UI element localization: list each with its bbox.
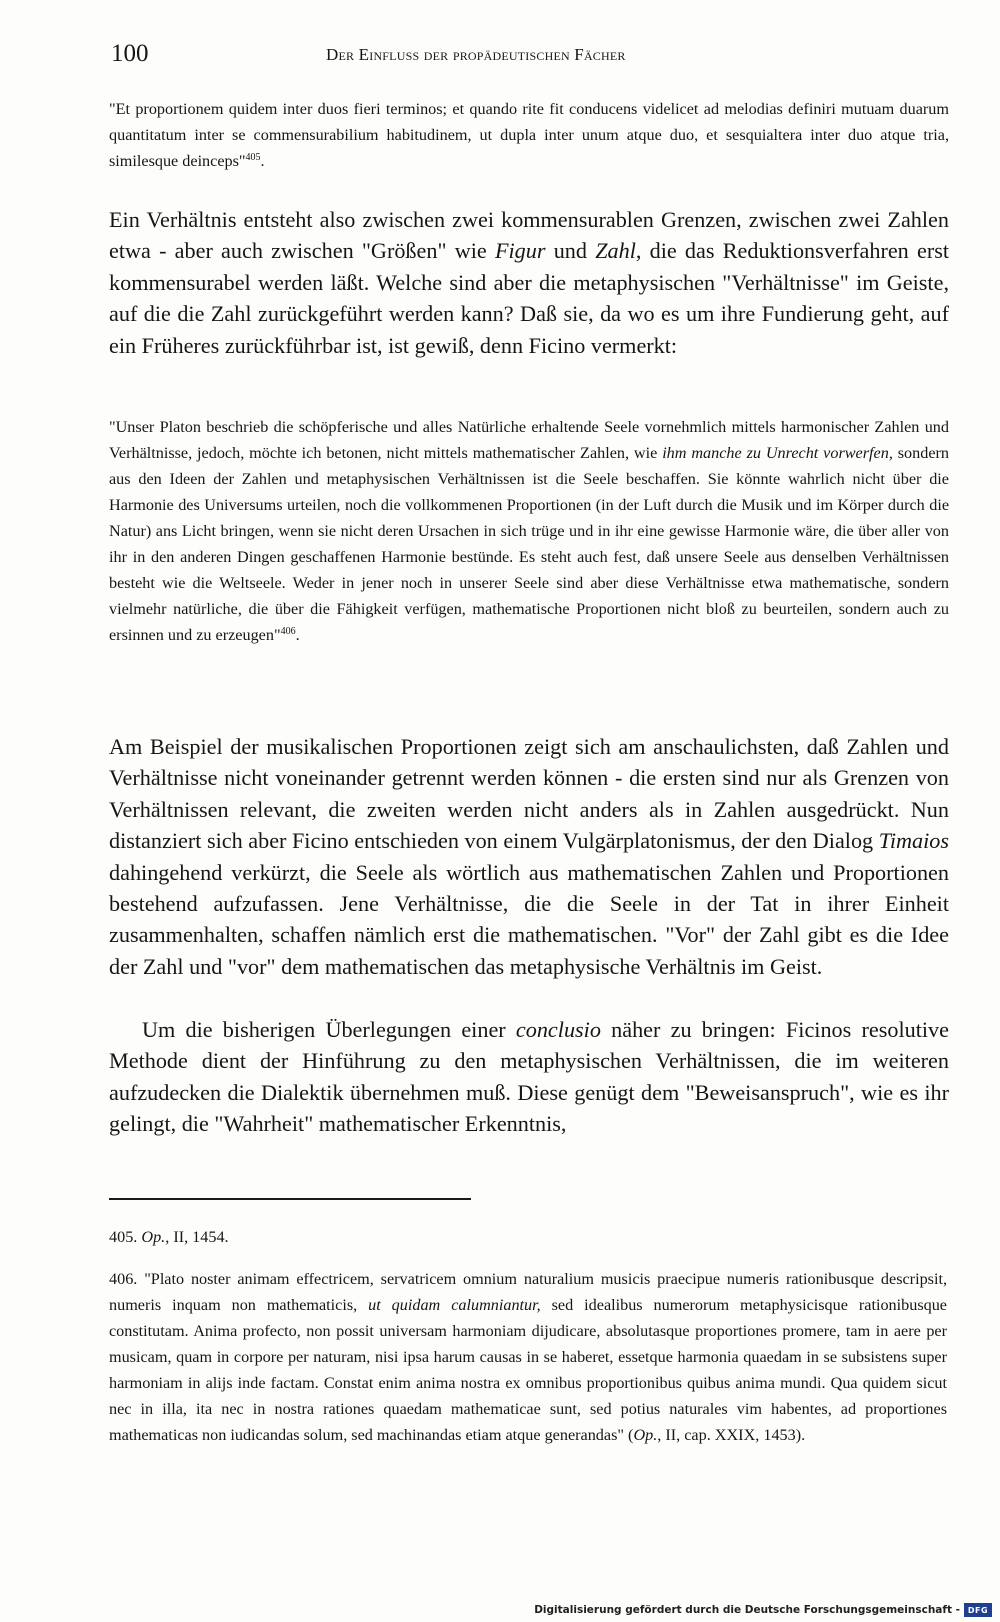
running-title: Der Einfluss der propädeutischen Fächer [326, 45, 626, 64]
paragraph-3-text-b: näher zu bringen: Ficinos resolutive Methode dient der Hinführung zu den metaphysischen Verhältnissen, die im weiteren aufzudecken die Dialektik übernehmen muß. Diese genügt dem "Beweisanspruch", wie es ihr gelingt, die "Wahrheit" mathematischer Erkenntnis, [109, 1017, 949, 1137]
term-conclusio: conclusio [515, 1017, 601, 1042]
paragraph-1-text-b: und [545, 238, 596, 264]
footnote-406-text-c: , II, cap. XXIX, 1453). [657, 1426, 806, 1444]
paragraph-1 [109, 204, 949, 361]
footnote-406-italic: ut quidam calumniantur, [368, 1296, 541, 1314]
paragraph-2 [109, 731, 949, 982]
footnote-406-text-b: sed idealibus numerorum metaphysicisque rationibusque constitutam. Anima profecto, non possit universam harmoniam dijudicare, absolutasque proportiones promere, tam in aere per musicam, quam in corpore per naturam, nisi ipsa harum causas in se haberet, essetque harmonia quaedam in se subsistens super harmoniam in alijs inde factam. Constat enim anima nostra ex omnibus proportionibus quibus anima mundi. Qua quidem sicut nec in illa, ita nec in nostra rationes quaedam mathematicae sunt, sed potius naturales vim habentes, ad proportiones mathematicas non iudicandas solum, sed machinandas etiam atque generandas" ( [109, 1296, 947, 1444]
latin-quote-text: "Et proportionem quidem inter duos fieri terminos; et quando rite fit conducens videlicet ad melodias definiri mutuam duarum quantitatum inter se commensurabilium habitudinem, ut dupla inter unum atque duo, et sesquialtera inter duo atque tria, similesque deinceps" [109, 100, 949, 170]
ficino-quote [109, 414, 949, 648]
latin-quote [109, 96, 949, 174]
digitization-credit [534, 1602, 992, 1618]
paragraph-3 [109, 1014, 949, 1140]
term-timaios: Timaios [878, 828, 949, 854]
footnote-406 [109, 1266, 947, 1448]
footnote-divider [109, 1198, 471, 1200]
footnote-406-text-a: "Plato noster animam effectricem, servatricem omnium naturalium musicis praecipue numeris rationibusque descripsit, numeris inquam non mathematicis, [109, 1270, 948, 1314]
latin-quote-end: . [260, 152, 265, 170]
footnote-405-number: 405. [109, 1228, 138, 1246]
paragraph-3-text-a: Um die bisherigen Überlegungen einer [142, 1017, 516, 1042]
paragraph-1-text-c: , die das Reduktionsverfahren erst kommensurabel werden läßt. Welche sind aber die metaphysischen "Verhältnisse" im Geiste, auf die die Zahl zurückgeführt werden kann? Daß sie, da wo es um ihre Fundierung geht, auf ein Früheres zurückführbar ist, ist gewiß, denn Ficino vermerkt: [109, 238, 950, 358]
footnote-405-op: Op. [141, 1228, 166, 1246]
paragraph-1-text-a: Ein Verhältnis entsteht also zwischen zwei kommensurablen Grenzen, zwischen zwei Zahlen etwa - aber auch zwischen "Größen" wie [109, 207, 949, 264]
footnote-406-op: Op. [633, 1426, 658, 1444]
footnote-ref-405: 405 [245, 152, 261, 163]
footnote-ref-406: 406 [280, 626, 296, 637]
footnote-405 [109, 1224, 947, 1250]
dfg-logo: DFG [964, 1603, 992, 1617]
term-figur: Figur [494, 238, 546, 264]
page-number: 100 [111, 40, 149, 67]
ficino-quote-text-a: "Unser Platon beschrieb die schöpferische und alles Natürliche erhaltende Seele vornehmlich mittels harmonischer Zahlen und Verhältnisse, jedoch, möchte ich betonen, nicht mittels mathematischer Zahlen, wie [109, 418, 949, 462]
ficino-quote-end: . [295, 626, 300, 644]
paragraph-2-text-a: Am Beispiel der musikalischen Proportionen zeigt sich am anschaulichsten, daß Zahlen und Verhältnisse nicht voneinander getrennt werden können - die ersten sind nur als Grenzen von Verhältnissen relevant, die zweiten werden nicht anders als in Zahlen ausgedrückt. Nun distanziert sich aber Ficino entschieden von einem Vulgärplatonismus, der den Dialog [109, 734, 949, 854]
term-zahl: Zahl [595, 238, 636, 264]
ficino-quote-italic: ihm manche zu Unrecht vorwerfen, [662, 444, 893, 462]
page-header [111, 40, 949, 74]
ficino-quote-text-b: sondern aus den Ideen der Zahlen und metaphysischen Verhältnissen ist die Seele beschaffen. Sie könnte wahrlich nicht über die Harmonie des Universums urteilen, noch die vollkommenen Proportionen (in der Luft durch die Musik und im Körper durch die Natur) ans Licht bringen, wenn sie nicht deren Ursachen in sich trüge und in ihr eine gewisse Harmonie wäre, die über aller von ihr in den anderen Dingen geschaffenen Harmonie bestünde. Es steht auch fest, daß unsere Seele aus denselben Verhältnissen besteht wie die Weltseele. Weder in jener noch in unserer Seele sind aber diese Verhältnisse etwa mathematische, sondern vielmehr natürliche, die über die Fähigkeit verfügen, mathematische Proportionen nicht bloß zu beurteilen, sondern auch zu ersinnen und zu erzeugen" [109, 444, 950, 644]
digitization-credit-text: Digitalisierung gefördert durch die Deutsche Forschungsgemeinschaft - [534, 1604, 960, 1616]
footnote-406-number: 406. [109, 1270, 138, 1288]
footnote-405-text: , II, 1454. [165, 1228, 229, 1246]
paragraph-2-text-b: dahingehend verkürzt, die Seele als wörtlich aus mathematischen Zahlen und Proportionen bestehend aufzufassen. Jene Verhältnisse, die die Seele in der Tat in ihrer Einheit zusammenhalten, schaffen nämlich erst die mathematischen. "Vor" der Zahl gibt es die Idee der Zahl und "vor" dem mathematischen das metaphysische Verhältnis im Geist. [109, 859, 949, 979]
